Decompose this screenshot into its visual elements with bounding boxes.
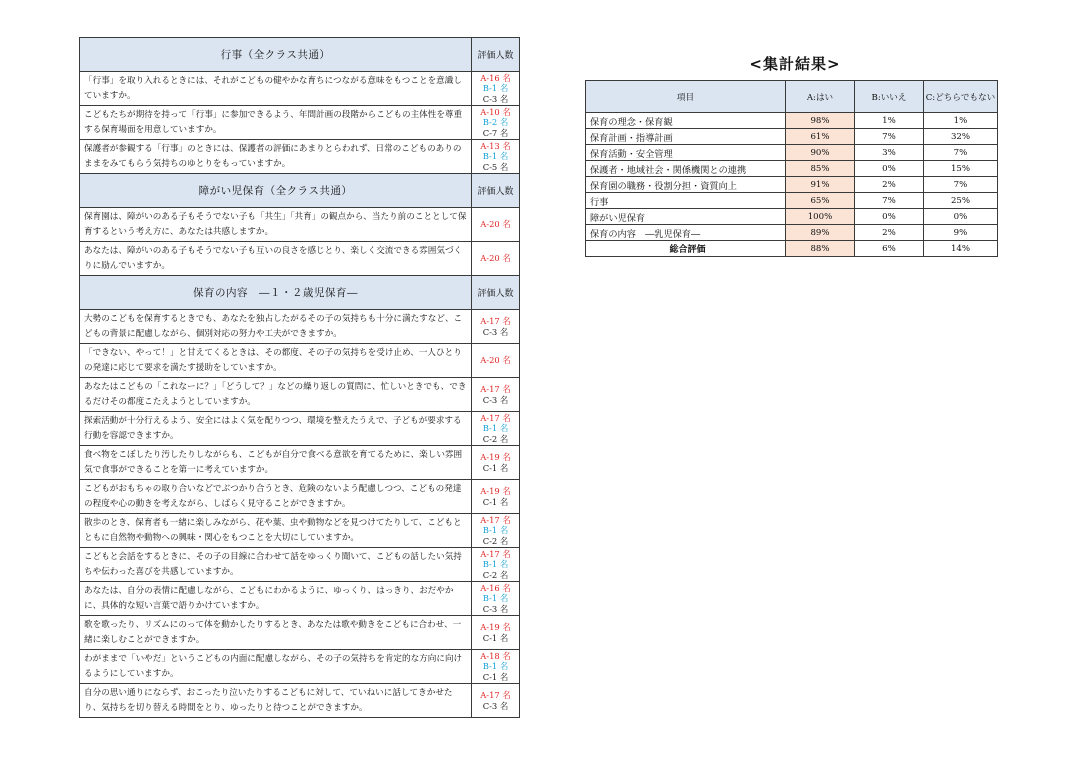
- rating-counts: [472, 72, 520, 106]
- summary-header-c: C:どちらでもない: [924, 81, 998, 113]
- question-row: [80, 310, 520, 344]
- summary-title: <集計結果>: [749, 55, 841, 73]
- section-title: 保育の内容 ―１・２歳児保育―: [80, 276, 472, 310]
- summary-c-pct: 0%: [924, 209, 998, 225]
- section-count-header: 評価人数: [472, 174, 520, 208]
- rating-count-c: C-1 名: [482, 496, 509, 507]
- question-text: 大勢のこどもを保育するときでも、あなたを独占したがるその子の気持ちも十分に満たすなど、こどもの背景に配慮しながら、個別対応の努力や工夫ができますか。: [80, 310, 472, 344]
- question-row: [80, 514, 520, 548]
- rating-count-a: A-13 名: [480, 140, 511, 151]
- rating-counts: [472, 446, 520, 480]
- summary-b-pct: 7%: [855, 193, 924, 209]
- rating-count-c: C-3 名: [482, 394, 509, 405]
- rating-counts: [472, 140, 520, 174]
- summary-c-pct: 9%: [924, 225, 998, 241]
- rating-count-c: C-3 名: [482, 700, 509, 711]
- section-header: [80, 276, 520, 310]
- question-row: [80, 446, 520, 480]
- summary-table: [585, 80, 998, 257]
- question-text: 探索活動が十分行えるよう、安全にはよく気を配りつつ、環境を整えたうえで、子どもが要求する行動を容認できますか。: [80, 412, 472, 446]
- question-text: 歌を歌ったり、リズムにのって体を動かしたりするとき、あなたは歌や動きをこどもに合わせ、一緒に楽しむことができますか。: [80, 616, 472, 650]
- rating-counts: [472, 582, 520, 616]
- summary-row: [586, 193, 998, 209]
- summary-row: [586, 113, 998, 129]
- question-row: [80, 106, 520, 140]
- section-count-header: 評価人数: [472, 276, 520, 310]
- question-row: [80, 582, 520, 616]
- summary-c-pct: 25%: [924, 193, 998, 209]
- rating-counts: [472, 412, 520, 446]
- rating-count-b: B-1 名: [482, 661, 509, 672]
- summary-b-pct: 0%: [855, 161, 924, 177]
- summary-row: [586, 209, 998, 225]
- summary-b-pct: 2%: [855, 177, 924, 193]
- rating-counts: [472, 344, 520, 378]
- rating-counts: [472, 480, 520, 514]
- summary-a-pct: 89%: [786, 225, 855, 241]
- rating-count-c: C-5 名: [482, 161, 509, 172]
- rating-count-a: A-10 名: [480, 106, 511, 117]
- summary-item: 総合評価: [586, 241, 786, 257]
- summary-c-pct: 32%: [924, 129, 998, 145]
- rating-count-a: A-17 名: [480, 548, 511, 559]
- rating-count-a: A-17 名: [480, 690, 511, 700]
- question-row: [80, 480, 520, 514]
- question-text: 「行事」を取り入れるときには、それがこどもの健やかな育ちにつながる意味をもつことを意識していますか。: [80, 72, 472, 106]
- rating-count-c: C-1 名: [482, 671, 509, 682]
- summary-item: 保育園の職務・役割分担・資質向上: [586, 177, 786, 193]
- summary-c-pct: 14%: [924, 241, 998, 257]
- summary-b-pct: 7%: [855, 129, 924, 145]
- question-text: こどもと会話をするときに、その子の目線に合わせて話をゆっくり聞いて、こどもの話したい気持ちや伝わった喜びを共感していますか。: [80, 548, 472, 582]
- rating-count-c: C-3 名: [482, 603, 509, 614]
- question-row: [80, 412, 520, 446]
- question-text: わがままで「いやだ」というこどもの内面に配慮しながら、その子の気持ちを肯定的な方向に向けるようにしていますか。: [80, 650, 472, 684]
- summary-header-b: B:いいえ: [855, 81, 924, 113]
- section-title: 行事（全クラス共通）: [80, 38, 472, 72]
- rating-counts: [472, 684, 520, 718]
- rating-count-b: B-1 名: [482, 593, 509, 604]
- rating-count-c: C-1 名: [482, 462, 509, 473]
- rating-counts: [472, 208, 520, 242]
- summary-row: [586, 177, 998, 193]
- rating-count-a: A-20 名: [480, 219, 511, 230]
- summary-row: [586, 145, 998, 161]
- rating-counts: [472, 514, 520, 548]
- summary-total-row: [586, 241, 998, 257]
- question-text: 自分の思い通りにならず、おこったり泣いたりするこどもに対して、ていねいに話してきかせたり、気持ちを切り替える時間をとり、ゆったりと待つことができますか。: [80, 684, 472, 718]
- question-text: 散歩のとき、保育者も一緒に楽しみながら、花や葉、虫や動物などを見つけてたりして、こどもとともに自然物や動物への興味・関心をもつことを大切にしていますか。: [80, 514, 472, 548]
- rating-count-c: C-3 名: [482, 93, 509, 104]
- section-count-header: 評価人数: [472, 38, 520, 72]
- rating-count-c: C-7 名: [482, 127, 509, 138]
- question-text: あなたは、自分の表情に配慮しながら、こどもにわかるように、ゆっくり、はっきり、おだやかに、具体的な短い言葉で語りかけていますか。: [80, 582, 472, 616]
- rating-counts: [472, 242, 520, 276]
- rating-counts: [472, 378, 520, 412]
- rating-count-a: A-20 名: [480, 355, 511, 366]
- summary-b-pct: 3%: [855, 145, 924, 161]
- summary-item: 行事: [586, 193, 786, 209]
- summary-item: 保育計画・指導計画: [586, 129, 786, 145]
- summary-c-pct: 7%: [924, 145, 998, 161]
- summary-item: 保護者・地域社会・関係機関との連携: [586, 161, 786, 177]
- summary-header-a: A:はい: [786, 81, 855, 113]
- rating-count-c: C-2 名: [482, 569, 509, 580]
- summary-row: [586, 129, 998, 145]
- summary-a-pct: 61%: [786, 129, 855, 145]
- question-row: [80, 378, 520, 412]
- question-row: [80, 548, 520, 582]
- rating-count-a: A-19 名: [480, 486, 511, 496]
- rating-count-a: A-19 名: [480, 622, 511, 632]
- question-text: 保育園は、障がいのある子もそうでない子も「共生」「共育」の観点から、当たり前のこととして保育するという考え方に、あなたは共感しますか。: [80, 208, 472, 242]
- question-text: あなたは、障がいのある子もそうでない子も互いの良さを感じとり、楽しく交流できる雰囲気づくりに励んでいますか。: [80, 242, 472, 276]
- summary-a-pct: 88%: [786, 241, 855, 257]
- summary-a-pct: 91%: [786, 177, 855, 193]
- rating-count-a: A-16 名: [480, 582, 511, 593]
- section-title: 障がい児保育（全クラス共通）: [80, 174, 472, 208]
- rating-count-a: A-19 名: [480, 452, 511, 462]
- rating-count-a: A-17 名: [480, 412, 511, 423]
- question-row: [80, 242, 520, 276]
- summary-header-item: 項目: [586, 81, 786, 113]
- question-text: 「できない、やって！」と甘えてくるときは、その都度、その子の気持ちを受け止め、一人ひとりの発達に応じて要求を満たす援助をしていますか。: [80, 344, 472, 378]
- summary-header-row: [586, 81, 998, 113]
- question-text: 食べ物をこぼしたり汚したりしながらも、こどもが自分で食べる意欲を育てるために、楽しい雰囲気で食事ができることを第一に考えていますか。: [80, 446, 472, 480]
- summary-a-pct: 98%: [786, 113, 855, 129]
- question-text: 保護者が参観する「行事」のときには、保護者の評価にあまりとらわれず、日常のこどものありのままをみてもらう気持ちのゆとりをもっていますか。: [80, 140, 472, 174]
- summary-c-pct: 1%: [924, 113, 998, 129]
- rating-counts: [472, 616, 520, 650]
- rating-counts: [472, 548, 520, 582]
- rating-count-c: C-1 名: [482, 632, 509, 643]
- summary-b-pct: 2%: [855, 225, 924, 241]
- question-text: あなたはこどもの「これなーに？」「どうして？」などの繰り返しの質問に、忙しいときでも、できるだけその都度こたえようとしていますか。: [80, 378, 472, 412]
- summary-row: [586, 161, 998, 177]
- rating-count-a: A-17 名: [480, 316, 511, 326]
- question-row: [80, 140, 520, 174]
- rating-count-c: C-3 名: [482, 326, 509, 337]
- rating-count-b: B-1 名: [482, 151, 509, 162]
- summary-a-pct: 100%: [786, 209, 855, 225]
- question-row: [80, 616, 520, 650]
- summary-row: [586, 225, 998, 241]
- summary-c-pct: 7%: [924, 177, 998, 193]
- summary-a-pct: 65%: [786, 193, 855, 209]
- summary-item: 保育活動・安全管理: [586, 145, 786, 161]
- summary-item: 障がい児保育: [586, 209, 786, 225]
- survey-table: [79, 37, 520, 718]
- rating-count-a: A-20 名: [480, 253, 511, 264]
- summary-b-pct: 0%: [855, 209, 924, 225]
- question-row: [80, 208, 520, 242]
- summary-b-pct: 6%: [855, 241, 924, 257]
- summary-b-pct: 1%: [855, 113, 924, 129]
- summary-a-pct: 85%: [786, 161, 855, 177]
- rating-count-a: A-16 名: [480, 72, 511, 83]
- section-header: [80, 174, 520, 208]
- rating-counts: [472, 106, 520, 140]
- rating-count-b: B-1 名: [482, 525, 509, 536]
- summary-item: 保育の内容 ―乳児保育―: [586, 225, 786, 241]
- question-text: こどもたちが期待を持って「行事」に参加できるよう、年間計画の段階からこどもの主体性を尊重する保育場面を用意していますか。: [80, 106, 472, 140]
- rating-counts: [472, 650, 520, 684]
- question-row: [80, 72, 520, 106]
- question-row: [80, 344, 520, 378]
- rating-count-c: C-2 名: [482, 433, 509, 444]
- rating-count-b: B-2 名: [482, 117, 509, 128]
- rating-count-a: A-17 名: [480, 384, 511, 394]
- question-row: [80, 684, 520, 718]
- rating-count-a: A-18 名: [480, 650, 511, 661]
- summary-a-pct: 90%: [786, 145, 855, 161]
- question-text: こどもがおもちゃの取り合いなどでぶつかり合うとき、危険のないよう配慮しつつ、こどもの発達の程度や心の動きを考えながら、しばらく見守ることができますか。: [80, 480, 472, 514]
- section-header: [80, 38, 520, 72]
- rating-count-c: C-2 名: [482, 535, 509, 546]
- rating-count-b: B-1 名: [482, 423, 509, 434]
- rating-count-a: A-17 名: [480, 514, 511, 525]
- question-row: [80, 650, 520, 684]
- summary-item: 保育の理念・保育観: [586, 113, 786, 129]
- summary-c-pct: 15%: [924, 161, 998, 177]
- rating-count-b: B-1 名: [482, 559, 509, 570]
- rating-count-b: B-1 名: [482, 83, 509, 94]
- rating-counts: [472, 310, 520, 344]
